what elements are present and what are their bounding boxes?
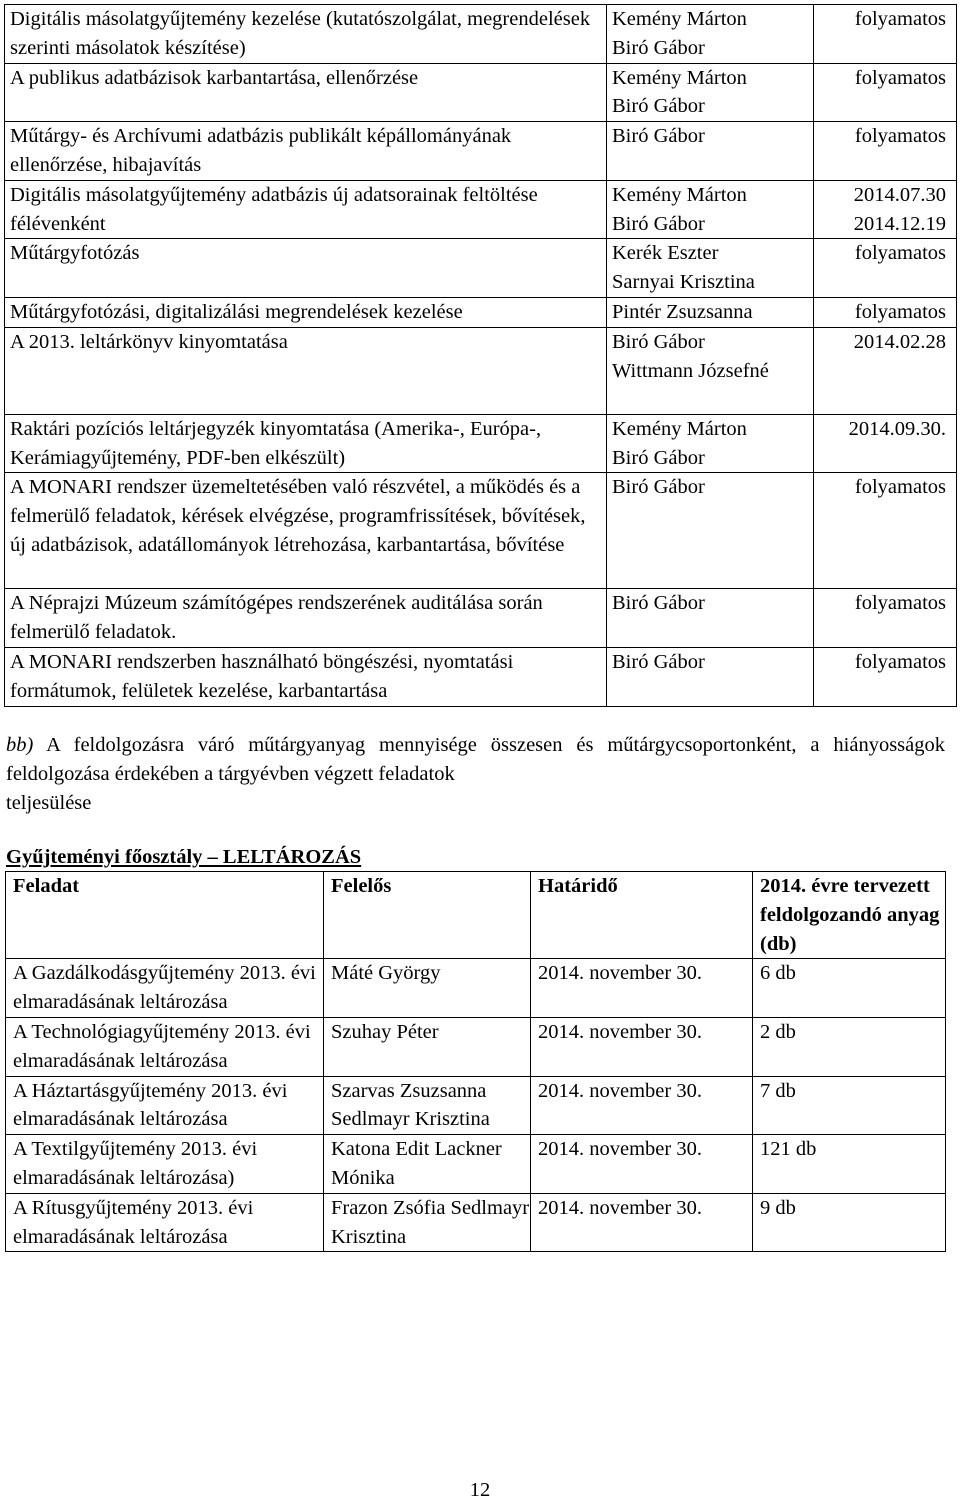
- table-row: [5, 414, 957, 473]
- section-b-text: [6, 734, 945, 785]
- responsible-name: Wittmann Józsefné: [612, 359, 769, 382]
- section-b-line1: A feldolgozásra váró műtárgyanyag mennyisége összesen és műtárgycsoportonként, a hiányosságok feldolgozása érdekében a tárgyévben végzett feladatok: [6, 734, 945, 785]
- responsible-cell: [607, 414, 814, 473]
- header-cell-resp: Felelős: [324, 872, 531, 959]
- responsible-cell: Frazon Zsófia Sedlmayr Krisztina: [324, 1193, 531, 1252]
- deadline-value: 2014.07.30: [853, 183, 946, 206]
- deadline-value: 2014.02.28: [853, 330, 946, 353]
- table-row: [5, 647, 957, 706]
- responsible-name: Biró Gábor: [612, 592, 705, 615]
- responsible-name: Kerék Eszter: [612, 242, 719, 265]
- page-number: 12: [469, 1479, 491, 1501]
- responsible-name: Biró Gábor: [612, 650, 705, 673]
- deadline-cell: [814, 327, 957, 414]
- responsible-name: Biró Gábor: [612, 95, 705, 118]
- amount-cell: 2 db: [753, 1017, 946, 1076]
- responsible-cell: [607, 589, 814, 648]
- responsible-name: Kemény Márton: [612, 8, 747, 30]
- inventory-table: [5, 871, 946, 1252]
- deadline-value: folyamatos: [854, 476, 946, 499]
- responsible-cell: [607, 63, 814, 122]
- responsible-name: Kemény Márton: [612, 417, 747, 440]
- task-cell: A MONARI rendszer üzemeltetésében való részvétel, a működés és a felmerülő feladatok, kérések elvégzése, programfrissítések, bővítések, új adatbázisok, adatállományok létrehozása, karbantartása, bővítése: [5, 473, 607, 589]
- responsible-cell: [607, 180, 814, 239]
- table-row: [6, 1135, 946, 1194]
- inventory-table-body: [6, 872, 946, 1252]
- section-b-line-last: teljesülése: [6, 791, 92, 814]
- responsible-name: Biró Gábor: [612, 330, 705, 353]
- amount-cell: 6 db: [753, 959, 946, 1018]
- responsible-name: Kemény Márton: [612, 183, 747, 206]
- amount-cell: 121 db: [753, 1135, 946, 1194]
- responsible-name: Biró Gábor: [612, 36, 705, 59]
- table-row: [5, 122, 957, 181]
- table-row: [5, 297, 957, 327]
- deadline-value: folyamatos: [854, 300, 946, 323]
- header-cell-task: Feladat: [6, 872, 324, 959]
- deadline-cell: [814, 414, 957, 473]
- responsible-name: Biró Gábor: [612, 476, 705, 499]
- responsible-cell: [607, 122, 814, 181]
- task-cell: Digitális másolatgyűjtemény adatbázis új adatsorainak feltöltése félévenként: [5, 180, 607, 239]
- task-cell: A Néprajzi Múzeum számítógépes rendszerének auditálása során felmerülő feladatok.: [5, 589, 607, 648]
- header-cell-deadline: Határidő: [531, 872, 753, 959]
- task-cell: A Gazdálkodásgyűjtemény 2013. évi elmaradásának leltározása: [6, 959, 324, 1018]
- deadline-cell: [814, 297, 957, 327]
- responsible-name: Pintér Zsuzsanna: [612, 300, 753, 323]
- table-row: [6, 1193, 946, 1252]
- inventory-table-header-row: [6, 872, 946, 959]
- task-cell: A Textilgyűjtemény 2013. évi elmaradásának leltározása): [6, 1135, 324, 1194]
- deadline-cell: [814, 180, 957, 239]
- task-cell: Műtárgyfotózás: [5, 239, 607, 298]
- deadline-cell: [814, 473, 957, 589]
- task-cell: Digitális másolatgyűjtemény kezelése (kutatószolgálat, megrendelések szerinti másolatok készítése): [5, 5, 607, 64]
- table-row: [6, 1017, 946, 1076]
- deadline-cell: [814, 122, 957, 181]
- table-row: [5, 327, 957, 414]
- deadline-cell: [814, 589, 957, 648]
- header-cell-amount: 2014. évre tervezett feldolgozandó anyag (db): [753, 872, 946, 959]
- section-b-paragraph: [6, 731, 945, 817]
- task-cell: A Technológiagyűjtemény 2013. évi elmaradásának leltározása: [6, 1017, 324, 1076]
- deadline-value: folyamatos: [854, 242, 946, 265]
- responsible-name: Biró Gábor: [612, 446, 705, 469]
- responsible-name: Kemény Márton: [612, 66, 747, 89]
- deadline-cell: 2014. november 30.: [531, 1076, 753, 1135]
- table-row: [5, 5, 957, 64]
- deadline-value: folyamatos: [854, 125, 946, 148]
- responsible-cell: [607, 473, 814, 589]
- deadline-cell: [814, 63, 957, 122]
- task-table-1-body: [5, 5, 957, 707]
- responsible-name: Biró Gábor: [612, 212, 705, 235]
- responsible-cell: [607, 239, 814, 298]
- deadline-value: 2014.12.19: [853, 212, 946, 235]
- responsible-cell: Máté György: [324, 959, 531, 1018]
- table-row: [5, 473, 957, 589]
- deadline-cell: 2014. november 30.: [531, 1193, 753, 1252]
- task-cell: Műtárgy- és Archívumi adatbázis publikált képállományának ellenőrzése, hibajavítás: [5, 122, 607, 181]
- task-cell: Raktári pozíciós leltárjegyzék kinyomtatása (Amerika-, Európa-, Kerámiagyűjtemény, PDF-ben elkészült): [5, 414, 607, 473]
- deadline-value: folyamatos: [854, 592, 946, 615]
- deadline-value: folyamatos: [854, 8, 946, 30]
- table-row: [5, 180, 957, 239]
- task-cell: A Rítusgyűjtemény 2013. évi elmaradásának leltározása: [6, 1193, 324, 1252]
- deadline-value: 2014.09.30.: [848, 417, 946, 440]
- task-cell: A 2013. leltárkönyv kinyomtatása: [5, 327, 607, 414]
- deadline-cell: [814, 239, 957, 298]
- task-cell: A Háztartásgyűjtemény 2013. évi elmaradásának leltározása: [6, 1076, 324, 1135]
- table-row: [6, 1076, 946, 1135]
- responsible-cell: [607, 327, 814, 414]
- task-cell: A publikus adatbázisok karbantartása, ellenőrzése: [5, 63, 607, 122]
- table-row: [5, 589, 957, 648]
- deadline-cell: [814, 5, 957, 64]
- task-cell: Műtárgyfotózási, digitalizálási megrendelések kezelése: [5, 297, 607, 327]
- deadline-cell: [814, 647, 957, 706]
- deadline-value: folyamatos: [854, 650, 946, 673]
- responsible-cell: [607, 647, 814, 706]
- amount-cell: 7 db: [753, 1076, 946, 1135]
- responsible-cell: [607, 5, 814, 64]
- responsible-name: Biró Gábor: [612, 125, 705, 148]
- table-row: [5, 63, 957, 122]
- deadline-cell: 2014. november 30.: [531, 959, 753, 1018]
- responsible-name: Sarnyai Krisztina: [612, 271, 755, 294]
- deadline-cell: 2014. november 30.: [531, 1135, 753, 1194]
- deadline-value: folyamatos: [854, 66, 946, 89]
- deadline-cell: 2014. november 30.: [531, 1017, 753, 1076]
- table-row: [5, 239, 957, 298]
- task-table-1: [4, 4, 957, 707]
- responsible-cell: Katona Edit Lackner Mónika: [324, 1135, 531, 1194]
- task-cell: A MONARI rendszerben használható böngészési, nyomtatási formátumok, felületek kezelése, karbantartása: [5, 647, 607, 706]
- responsible-cell: Szuhay Péter: [324, 1017, 531, 1076]
- section-heading: Gyűjteményi főosztály – LELTÁROZÁS: [6, 846, 362, 868]
- responsible-cell: Szarvas Zsuzsanna Sedlmayr Krisztina: [324, 1076, 531, 1135]
- amount-cell: 9 db: [753, 1193, 946, 1252]
- responsible-cell: [607, 297, 814, 327]
- section-b-label: bb): [6, 734, 34, 756]
- table-row: [6, 959, 946, 1018]
